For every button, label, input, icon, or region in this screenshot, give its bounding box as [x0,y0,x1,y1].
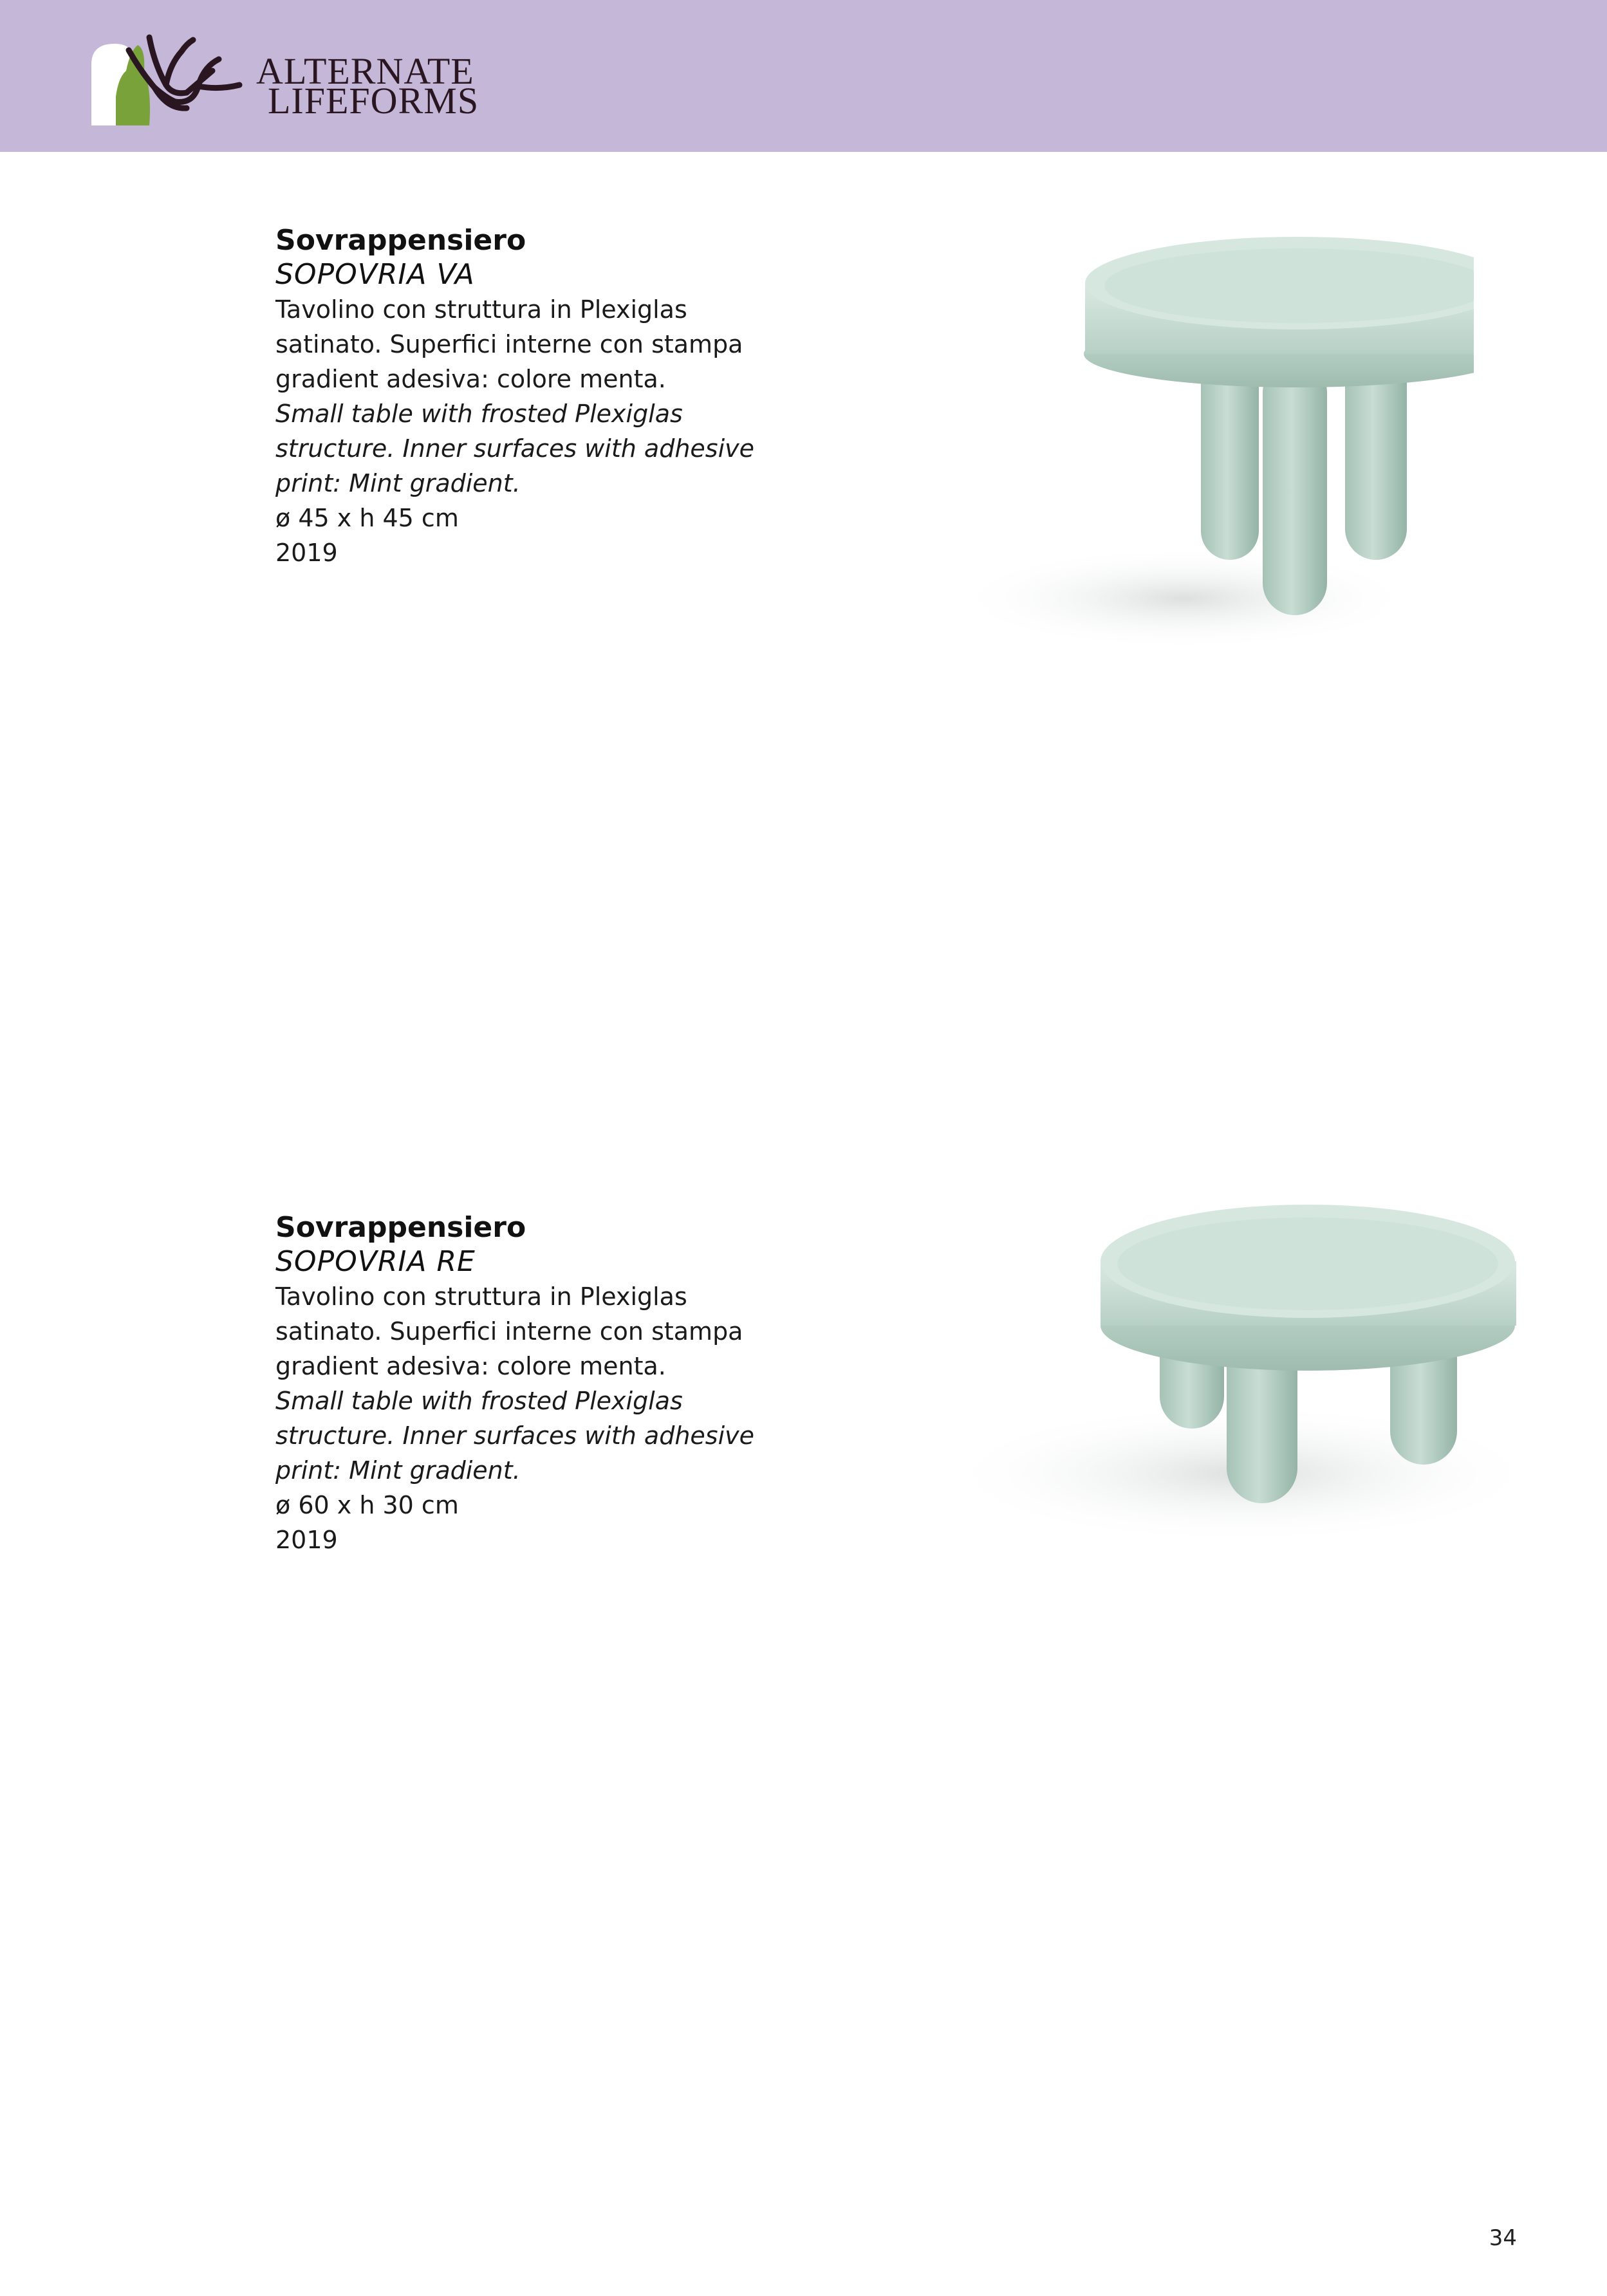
description-en-line: structure. Inner surfaces with adhesive [275,1421,755,1450]
description-en-line: Small table with frosted Plexiglas [275,400,683,428]
brand-wordmark [256,50,479,122]
description-it-line: Tavolino con struttura in Plexiglas [275,295,687,324]
product-dimensions: ø 60 x h 30 cm [275,1491,459,1519]
product-year: 2019 [275,1526,338,1554]
product-model: SOPOVRIA VA [275,258,475,291]
description-it-line: gradient adesiva: colore menta. [275,365,666,393]
product-year: 2019 [275,539,338,567]
description-en-line: print: Mint gradient. [275,469,521,497]
product-entry-2 [275,1211,855,1557]
description-it-line: gradient adesiva: colore menta. [275,1352,666,1380]
product-image-1 [959,212,1474,678]
mint-round-side-table-three-legs [959,212,1474,676]
product-name: Sovrappensiero [275,1211,526,1244]
description-en-line: print: Mint gradient. [275,1456,521,1485]
description-it-line: satinato. Superfici interne con stampa [275,1317,743,1346]
product-dimensions: ø 45 x h 45 cm [275,504,459,532]
product-model: SOPOVRIA RE [275,1245,476,1278]
product-entry-1 [275,224,855,570]
arch-green-figure-logo-icon [90,26,257,135]
product-name: Sovrappensiero [275,224,526,257]
mint-round-low-table-four-legs [920,1197,1570,1583]
product-image-2 [920,1197,1570,1586]
description-it-line: satinato. Superfici interne con stampa [275,330,743,358]
brand-wordmark-line2: LIFEFORMS [268,80,479,122]
header-band [0,0,1607,152]
description-en-line: structure. Inner surfaces with adhesive [275,434,755,463]
description-en-line: Small table with frosted Plexiglas [275,1387,683,1415]
brand-logo[interactable] [90,26,515,135]
description-it-line: Tavolino con struttura in Plexiglas [275,1282,687,1311]
page-number: 34 [1489,2225,1517,2251]
brand-wordmark-line1: ALTERNATE [256,50,474,92]
